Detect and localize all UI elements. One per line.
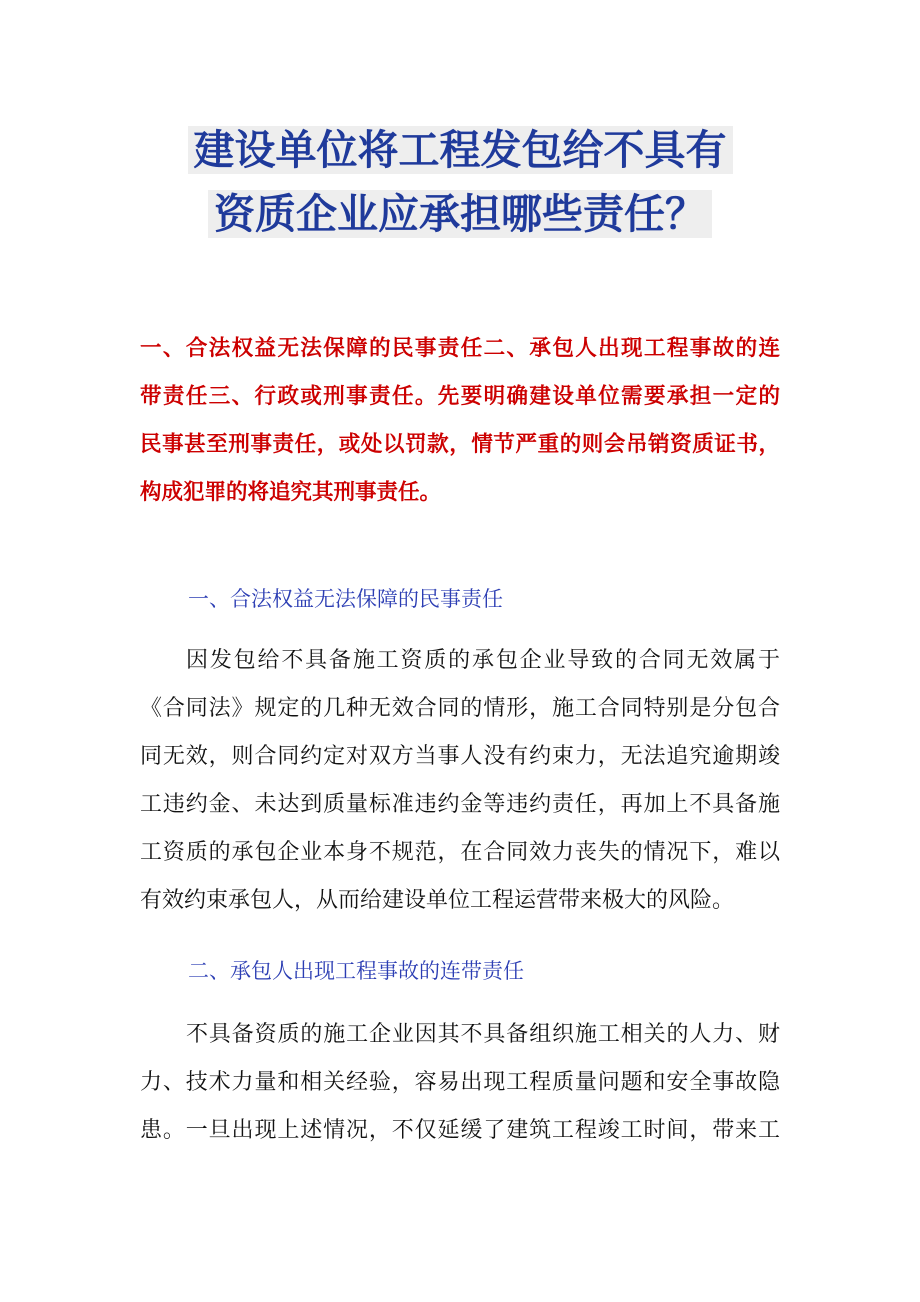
summary-line: 构成犯罪的将追究其刑事责任。	[140, 480, 442, 505]
section-body-1	[140, 637, 780, 925]
body-line: 患。一旦出现上述情况，不仅延缓了建筑工程竣工时间，带来工	[140, 1118, 780, 1143]
document-title-line-1	[150, 122, 770, 178]
body-line: 力、技术力量和相关经验，容易出现工程质量问题和安全事故隐	[140, 1070, 780, 1095]
body-line: 工违约金、未达到质量标准违约金等违约责任，再加上不具备施	[140, 792, 780, 817]
section-heading-2: 二、承包人出现工程事故的连带责任	[188, 959, 524, 983]
section-heading-1: 一、合法权益无法保障的民事责任	[188, 587, 503, 611]
body-line: 不具备资质的施工企业因其不具备组织施工相关的人力、财	[186, 1022, 780, 1047]
body-line: 《合同法》规定的几种无效合同的情形，施工合同特别是分包合	[140, 696, 780, 721]
document-title-line-2	[150, 186, 770, 242]
section-body-2	[140, 1011, 780, 1155]
summary-line: 带责任三、行政或刑事责任。先要明确建设单位需要承担一定的	[140, 384, 780, 409]
body-line: 同无效，则合同约定对双方当事人没有约束力，无法追究逾期竣	[140, 744, 780, 769]
title-text-1: 建设单位将工程发包给不具有	[188, 126, 733, 174]
summary-paragraph	[140, 325, 780, 517]
title-text-2: 资质企业应承担哪些责任？	[208, 190, 712, 238]
summary-line: 一、合法权益无法保障的民事责任二、承包人出现工程事故的连	[140, 336, 780, 361]
summary-line: 民事甚至刑事责任，或处以罚款，情节严重的则会吊销资质证书，	[140, 432, 780, 457]
body-line: 因发包给不具备施工资质的承包企业导致的合同无效属于	[186, 648, 780, 673]
body-line: 工资质的承包企业本身不规范，在合同效力丧失的情况下，难以	[140, 840, 780, 865]
body-line: 有效约束承包人，从而给建设单位工程运营带来极大的风险。	[140, 888, 735, 913]
